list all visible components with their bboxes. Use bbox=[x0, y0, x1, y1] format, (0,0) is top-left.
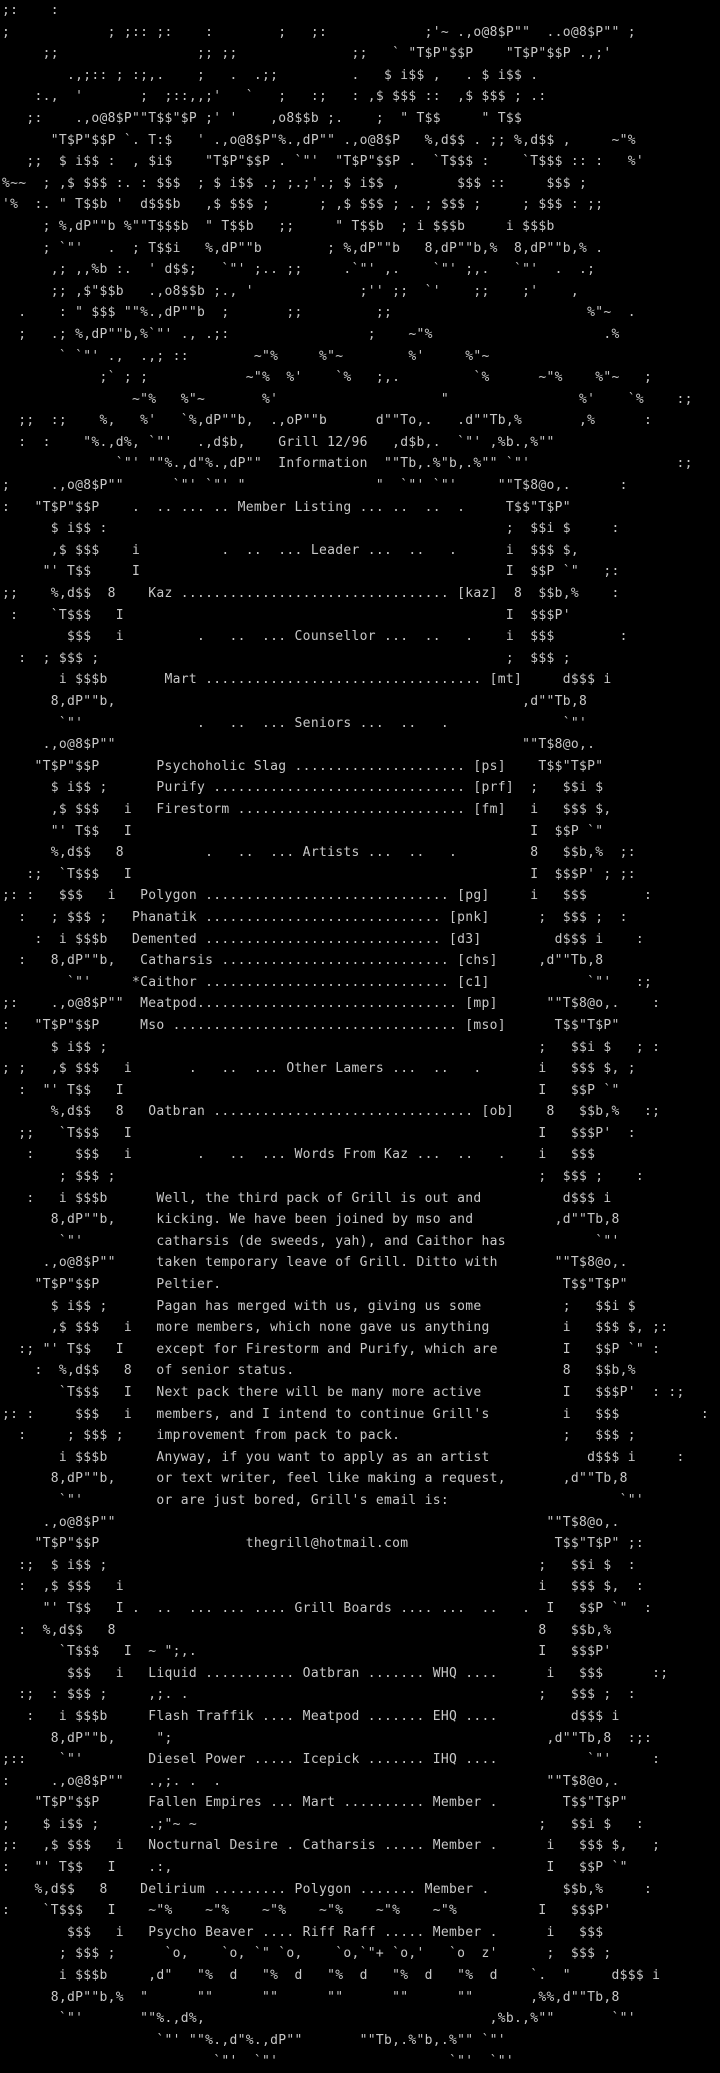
nfo-line: ;: ,$ $$$ i Nocturnal Desire . Catharsis ..... Member . i $$$ $, ; bbox=[2, 1838, 661, 1854]
nfo-line: : ,$ $$$ i i $$$ $, : bbox=[2, 1579, 645, 1595]
nfo-line: ,; ,,%b :. ' d$$; `"' ;.. ;; .`"' ,. `"' ;,. `"' . .; bbox=[2, 262, 596, 278]
nfo-line: : ; $$$ ; improvement from pack to pack. ; $$$ ; bbox=[2, 1428, 636, 1444]
nfo-line: `"' catharsis (de sweeds, yah), and Caithor has `"' bbox=[2, 1233, 620, 1249]
nfo-line: $$$ i . .. ... Counsellor ... .. . i $$$ : bbox=[2, 629, 628, 645]
nfo-line: "' T$$ I . .. ... ... .... Grill Boards .... ... .. . I $$P `" : bbox=[2, 1600, 653, 1616]
nfo-line: "T$P"$$P Fallen Empires ... Mart .......... Member . T$$"T$P" bbox=[2, 1795, 628, 1811]
nfo-line: ; .,o@8$P"" `"' `"' " " `"' `"' ""T$8@o,. : bbox=[2, 478, 628, 494]
nfo-line: i $$$b ,d" "% d "% d "% d "% d "% d `. " d$$$ i bbox=[2, 1968, 661, 1984]
nfo-line: : .,o@8$P"" .,;. . . ""T$8@o,. bbox=[2, 1773, 620, 1789]
nfo-line: $$$ i Liquid ........... Oatbran ....... WHQ .... i $$$ :; bbox=[2, 1665, 669, 1681]
nfo-line: : ; $$$ ; Phanatik ............................. [pnk] ; $$$ ; : bbox=[2, 909, 628, 925]
nfo-line: `"' ""%.,d"%.,dP"" ""Tb,.%"b,.%"" `"' bbox=[2, 2032, 506, 2048]
nfo-line: ;; $ i$$ : , $i$ "T$P"$$P . `"' "T$P"$$P . `T$$$ : `T$$$ :: : %' bbox=[2, 154, 645, 170]
nfo-line: :; `T$$$ I I $$$P' ; ;: bbox=[2, 866, 636, 882]
nfo-line: ~"% %"~ %' " %' `% :; bbox=[2, 391, 693, 407]
nfo-line: ;: : $$$ i members, and I intend to continue Grill's i $$$ : bbox=[2, 1406, 710, 1422]
nfo-line: %,d$$ 8 Delirium ......... Polygon ....... Member . $$b,% : bbox=[2, 1881, 653, 1897]
nfo-line: : : "%.,d%, `"' .,d$b, Grill 12/96 ,d$b,. `"' ,%b.,%"" bbox=[2, 434, 555, 450]
nfo-line: %,d$$ 8 . .. ... Artists ... .. . 8 $$b,% ;: bbox=[2, 845, 636, 861]
nfo-line: ;; ;; ;; ;; ` "T$P"$$P "T$P"$$P .,;' bbox=[2, 46, 612, 62]
nfo-line: i $$$b Anyway, if you want to apply as an artist d$$$ i : bbox=[2, 1449, 685, 1465]
nfo-line: 8,dP""b, ,d""Tb,8 bbox=[2, 694, 588, 709]
nfo-line: ;; %,d$$ 8 Kaz ................................. [kaz] 8 $$b,% : bbox=[2, 586, 620, 602]
nfo-line: 8,dP""b, "; ,d""Tb,8 :;: bbox=[2, 1730, 653, 1746]
nfo-line: .,;:: ; :;,. ; . .;; . $ i$$ , . $ i$$ . bbox=[2, 67, 539, 83]
nfo-line: "T$P"$$P `. T:$ ' .,o@8$P"%.,dP"" .,o@8$P %,d$$ . ;; %,d$$ , ~"% bbox=[2, 132, 636, 148]
nfo-line: :., ' ; ;::,,;' ` ; :; : ,$ $$$ :: ,$ $$$ ; .: bbox=[2, 89, 547, 105]
nfo-line: "T$P"$$P Psychoholic Slag ..................... [ps] T$$"T$P" bbox=[2, 758, 604, 774]
nfo-line: .,o@8$P"" ""T$8@o,. bbox=[2, 737, 596, 753]
nfo-line: ;: .,o@8$P""T$$"$P ;' ' ,o8$$b ;. ; " T$$ " T$$ bbox=[2, 110, 523, 126]
nfo-line: :; $ i$$ ; ; $$i $ : bbox=[2, 1557, 636, 1573]
nfo-line: ;` ; ; ~"% %' `% ;,. `% ~"% %"~ ; bbox=[2, 370, 653, 386]
nfo-line: .,o@8$P"" ""T$8@o,. bbox=[2, 1514, 620, 1530]
nfo-line: $ i$$ ; Purify ............................... [prf] ; $$i $ bbox=[2, 780, 604, 796]
nfo-line: 8,dP""b,% " "" "" "" "" "" ,%%,d""Tb,8 bbox=[2, 1989, 620, 2005]
nfo-line: . : " $$$ ""%.,dP""b ; ;; ;; %"~ . bbox=[2, 305, 636, 321]
nfo-line: : %,d$$ 8 8 $$b,% bbox=[2, 1622, 612, 1638]
nfo-line: : i $$$b Well, the third pack of Grill is out and d$$$ i bbox=[2, 1190, 612, 1206]
nfo-line: `"' `"' `"' `"' bbox=[2, 2054, 514, 2070]
nfo-line: ; ; ;:: ;: : ; ;: ;'~ .,o@8$P"" ..o@8$P"" ; bbox=[2, 24, 636, 40]
nfo-line: ;:: `"' Diesel Power ..... Icepick ....... IHQ .... `"' : bbox=[2, 1752, 661, 1768]
nfo-line: ; $ i$$ ; .;"~ ~ ; $$i $ : bbox=[2, 1816, 645, 1832]
nfo-line: `"' ""%.,d%, ,%b.,%"" `"' bbox=[2, 2011, 636, 2027]
nfo-line: ; ; ,$ $$$ i . .. ... Other Lamers ... .. . i $$$ $, ; bbox=[2, 1061, 636, 1077]
nfo-line: 8,dP""b, kicking. We have been joined by mso and ,d""Tb,8 bbox=[2, 1212, 620, 1228]
nfo-line: ` `"' ., .,; :: ~"% %"~ %' %"~ bbox=[2, 348, 490, 364]
nfo-line: ,$ $$$ i . .. ... Leader ... .. . i $$$ $, bbox=[2, 542, 579, 558]
nfo-line: `T$$$ I ~ ";,. I $$$P' bbox=[2, 1644, 612, 1660]
nfo-line: ; $$$ ; ; $$$ ; : bbox=[2, 1169, 645, 1185]
nfo-line: i $$$b Mart .................................. [mt] d$$$ i bbox=[2, 672, 612, 688]
nfo-line: : "' T$$ I .:, I $$P `" bbox=[2, 1860, 628, 1876]
nfo-line: ,$ $$$ i more members, which none gave us anything i $$$ $, ;: bbox=[2, 1320, 669, 1336]
nfo-line: ;: : $$$ i Polygon .............................. [pg] i $$$ : bbox=[2, 888, 653, 904]
nfo-line: "' T$$ I I $$P `" bbox=[2, 823, 604, 839]
nfo-line: : `T$$$ I I $$$P' bbox=[2, 607, 571, 623]
nfo-line: : "T$P"$$P Mso ................................... [mso] T$$"T$P" bbox=[2, 1017, 620, 1033]
nfo-line: :; : $$$ ; ,;. . ; $$$ ; : bbox=[2, 1687, 636, 1703]
nfo-line: ,$ $$$ i Firestorm ............................ [fm] i $$$ $, bbox=[2, 801, 612, 817]
nfo-line: .,o@8$P"" taken temporary leave of Grill. Ditto with ""T$8@o,. bbox=[2, 1255, 628, 1271]
nfo-line: : "T$P"$$P . .. ... .. Member Listing ... .. .. . T$$"T$P" bbox=[2, 499, 571, 515]
nfo-line: : i $$$b Demented ............................. [d3] d$$$ i : bbox=[2, 931, 645, 947]
nfo-line: : "' T$$ I I $$P `" bbox=[2, 1082, 620, 1098]
nfo-line: `"' ""%.,d"%.,dP"" Information ""Tb,.%"b,.%"" `"' :; bbox=[2, 456, 693, 472]
nfo-line: '% :. " T$$b ' d$$$b ,$ $$$ ; ; ,$ $$$ ; . ; $$$ ; ; $$$ : ;; bbox=[2, 197, 604, 213]
nfo-line: : `T$$$ I ~"% ~"% ~"% ~"% ~"% ~"% I $$$P' bbox=[2, 1903, 612, 1919]
nfo-line: `"' *Caithor .............................. [c1] `"' :; bbox=[2, 974, 653, 990]
nfo-line: %~~ ; ,$ $$$ :. : $$$ ; $ i$$ .; ;.;'.; $ i$$ , $$$ :: $$$ ; bbox=[2, 175, 588, 191]
nfo-line: `"' . .. ... Seniors ... .. . `"' bbox=[2, 715, 588, 731]
nfo-line: "T$P"$$P thegrill@hotmail.com T$$"T$P" ;: bbox=[2, 1536, 645, 1552]
nfo-line: $$$ i Psycho Beaver .... Riff Raff ..... Member . i $$$ bbox=[2, 1924, 604, 1940]
nfo-line: `"' or are just bored, Grill's email is: `"' bbox=[2, 1492, 645, 1508]
nfo-line: ; `"' . ; T$$i %,dP""b ; %,dP""b 8,dP""b,% 8,dP""b,% . bbox=[2, 240, 604, 256]
nfo-line: ;: : bbox=[2, 3, 59, 18]
nfo-line: 8,dP""b, or text writer, feel like making a request, ,d""Tb,8 bbox=[2, 1471, 628, 1487]
nfo-line: $ i$$ ; Pagan has merged with us, giving us some ; $$i $ bbox=[2, 1298, 636, 1314]
nfo-line: : ; $$$ ; ; $$$ ; bbox=[2, 650, 571, 666]
nfo-line: "' T$$ I I $$P `" ;: bbox=[2, 564, 620, 580]
nfo-line: : %,d$$ 8 of senior status. 8 $$b,% bbox=[2, 1363, 636, 1379]
nfo-line: ; %,dP""b %""T$$$b " T$$b ;; " T$$b ; i $$$b i $$$b bbox=[2, 218, 555, 234]
nfo-line: ;; :; %, %' `%,dP""b, .,oP""b d""To,. .d""Tb,% ,% : bbox=[2, 413, 653, 429]
nfo-line: : $$$ i . .. ... Words From Kaz ... .. . i $$$ bbox=[2, 1147, 596, 1163]
nfo-line: ; $$$ ; `o, `o, `" `o, `o,`"+ `o,' `o z' ; $$$ ; bbox=[2, 1946, 612, 1962]
nfo-line: $ i$$ ; ; $$i $ ; : bbox=[2, 1039, 661, 1055]
nfo-line: ;; ,$"$$b .,o8$$b ;., ' ;'' ;; `' ;; ;' , bbox=[2, 283, 579, 299]
nfo-line: "T$P"$$P Peltier. T$$"T$P" bbox=[2, 1277, 628, 1293]
nfo-line: :; "' T$$ I except for Firestorm and Purify, which are I $$P `" : bbox=[2, 1341, 661, 1357]
nfo-line: $ i$$ : ; $$i $ : bbox=[2, 521, 620, 537]
nfo-line: %,d$$ 8 Oatbran ................................ [ob] 8 $$b,% :; bbox=[2, 1104, 661, 1120]
nfo-line: ;; `T$$$ I I $$$P' : bbox=[2, 1125, 636, 1141]
nfo-line: : i $$$b Flash Traffik .... Meatpod ....... EHQ .... d$$$ i bbox=[2, 1708, 620, 1724]
nfo-line: : 8,dP""b, Catharsis ............................ [chs] ,d""Tb,8 bbox=[2, 953, 604, 969]
nfo-line: ;: .,o@8$P"" Meatpod................................ [mp] ""T$8@o,. : bbox=[2, 996, 661, 1012]
nfo-line: ; .; %,dP""b,%`"' ., .;: ; ~"% .% bbox=[2, 326, 620, 342]
nfo-line: `T$$$ I Next pack there will be many more active I $$$P' : :; bbox=[2, 1385, 685, 1400]
